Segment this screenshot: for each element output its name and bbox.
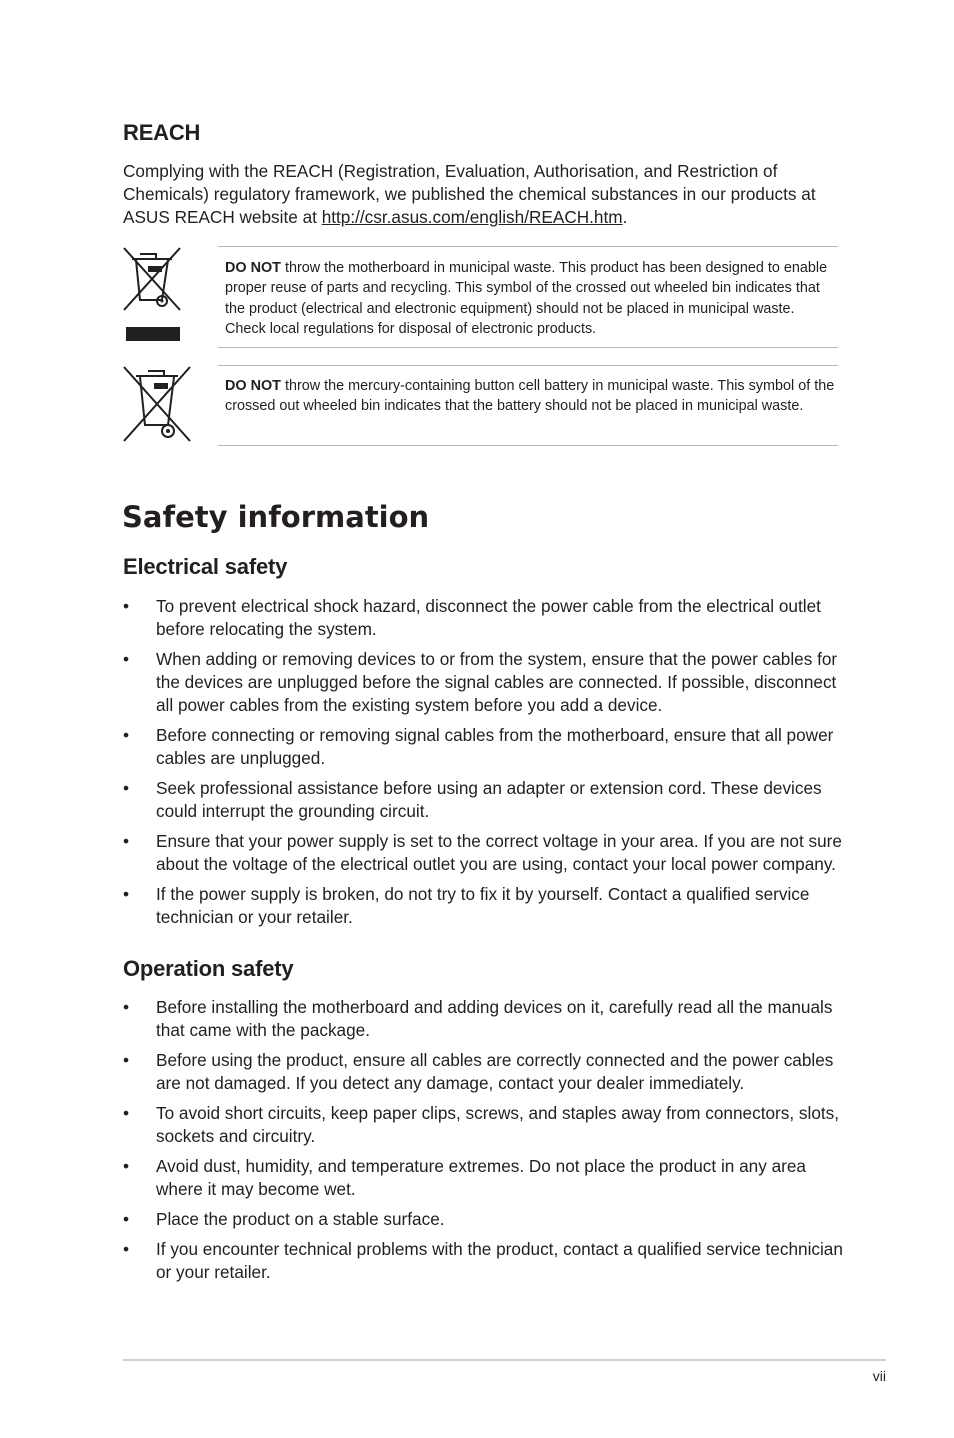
list-item [123,1155,843,1201]
bullet-icon: • [123,649,130,669]
list-item [123,724,843,770]
list-item-text: Before installing the motherboard and adding devices on it, carefully read all the manuals that came with the package. [156,997,833,1040]
list-item [123,1208,843,1231]
list-item [123,883,843,929]
page-number: vii [872,1368,886,1384]
bullet-icon: • [123,1050,130,1070]
list-item-text: Place the product on a stable surface. [156,1209,445,1229]
list-item-text: Before using the product, ensure all cables are correctly connected and the power cables are not damaged. If you detect any damage, contact your dealer immediately. [156,1050,834,1093]
reach-paragraph-text: Complying with the REACH (Registration, Evaluation, Authorisation, and Restriction of Chemicals) regulatory framework, we published the chemical substances in our products at ASUS REACH website at [123,161,816,227]
bullet-icon: • [123,997,130,1017]
list-item-text: Seek professional assistance before using an adapter or extension cord. These devices could interrupt the grounding circuit. [156,778,822,821]
note-emphasis: DO NOT [225,378,281,394]
note-top-rule [218,246,838,247]
note-text: throw the mercury-containing button cell battery in municipal waste. This symbol of the crossed out wheeled bin indicates that the battery should not be placed in municipal waste. [225,378,835,415]
electrical-safety-heading: Electrical safety [123,554,288,579]
footer-rule [123,1359,886,1361]
list-item-text: Before connecting or removing signal cables from the motherboard, ensure that all power cables are unplugged. [156,725,834,768]
safety-information-title: Safety information [122,500,430,534]
note-disposal-motherboard [225,258,835,339]
crossed-out-bin-battery-icon [120,365,194,448]
list-item-text: When adding or removing devices to or from the system, ensure that the power cables for the devices are unplugged before the signal cables are connected. If possible, disconnect all power cables from the existing system before you add a device. [156,649,838,715]
note-text: throw the motherboard in municipal waste. This product has been designed to enable proper reuse of parts and recycling. This symbol of the crossed out wheeled bin indicates that the product (electrical and electronic equipment) should not be placed in municipal waste. Check local regulations for disposal of electronic products. [225,260,828,337]
crossed-out-wheeled-bin-icon [120,246,184,349]
reach-heading: REACH [123,120,201,145]
list-item [123,1238,843,1284]
bullet-icon: • [123,884,130,904]
list-item-text: Ensure that your power supply is set to the correct voltage in your area. If you are not sure about the voltage of the electrical outlet you are using, contact your local power company. [156,831,842,874]
list-item [123,595,843,641]
list-item-text: If you encounter technical problems with the product, contact a qualified service technician or your retailer. [156,1239,843,1282]
bullet-icon: • [123,1209,130,1229]
note-disposal-battery [225,376,835,417]
list-item-text: To prevent electrical shock hazard, disconnect the power cable from the electrical outlet before relocating the system. [156,596,821,639]
bullet-icon: • [123,596,130,616]
note-emphasis: DO NOT [225,260,281,276]
list-item-text: If the power supply is broken, do not try to fix it by yourself. Contact a qualified service technician or your retailer. [156,884,810,927]
electrical-safety-list [123,595,843,936]
list-item [123,777,843,823]
reach-website-link[interactable]: http://csr.asus.com/english/REACH.htm [321,207,623,227]
list-item [123,830,843,876]
list-item [123,1049,843,1095]
list-item-text: Avoid dust, humidity, and temperature extremes. Do not place the product in any area where it may become wet. [156,1156,806,1199]
list-item-text: To avoid short circuits, keep paper clips, screws, and staples away from connectors, slots, sockets and circuitry. [156,1103,840,1146]
note-top-rule [218,365,838,366]
reach-paragraph [123,160,843,229]
reach-paragraph-end: . [622,207,628,227]
bullet-icon: • [123,1156,130,1176]
note-bottom-rule [218,445,838,446]
operation-safety-list [123,996,843,1291]
note-bottom-rule [218,347,838,348]
bullet-icon: • [123,1103,130,1123]
list-item [123,648,843,717]
list-item [123,1102,843,1148]
operation-safety-heading: Operation safety [123,956,294,981]
list-item [123,996,843,1042]
bullet-icon: • [123,831,130,851]
bullet-icon: • [123,778,130,798]
bullet-icon: • [123,725,130,745]
bullet-icon: • [123,1239,130,1259]
